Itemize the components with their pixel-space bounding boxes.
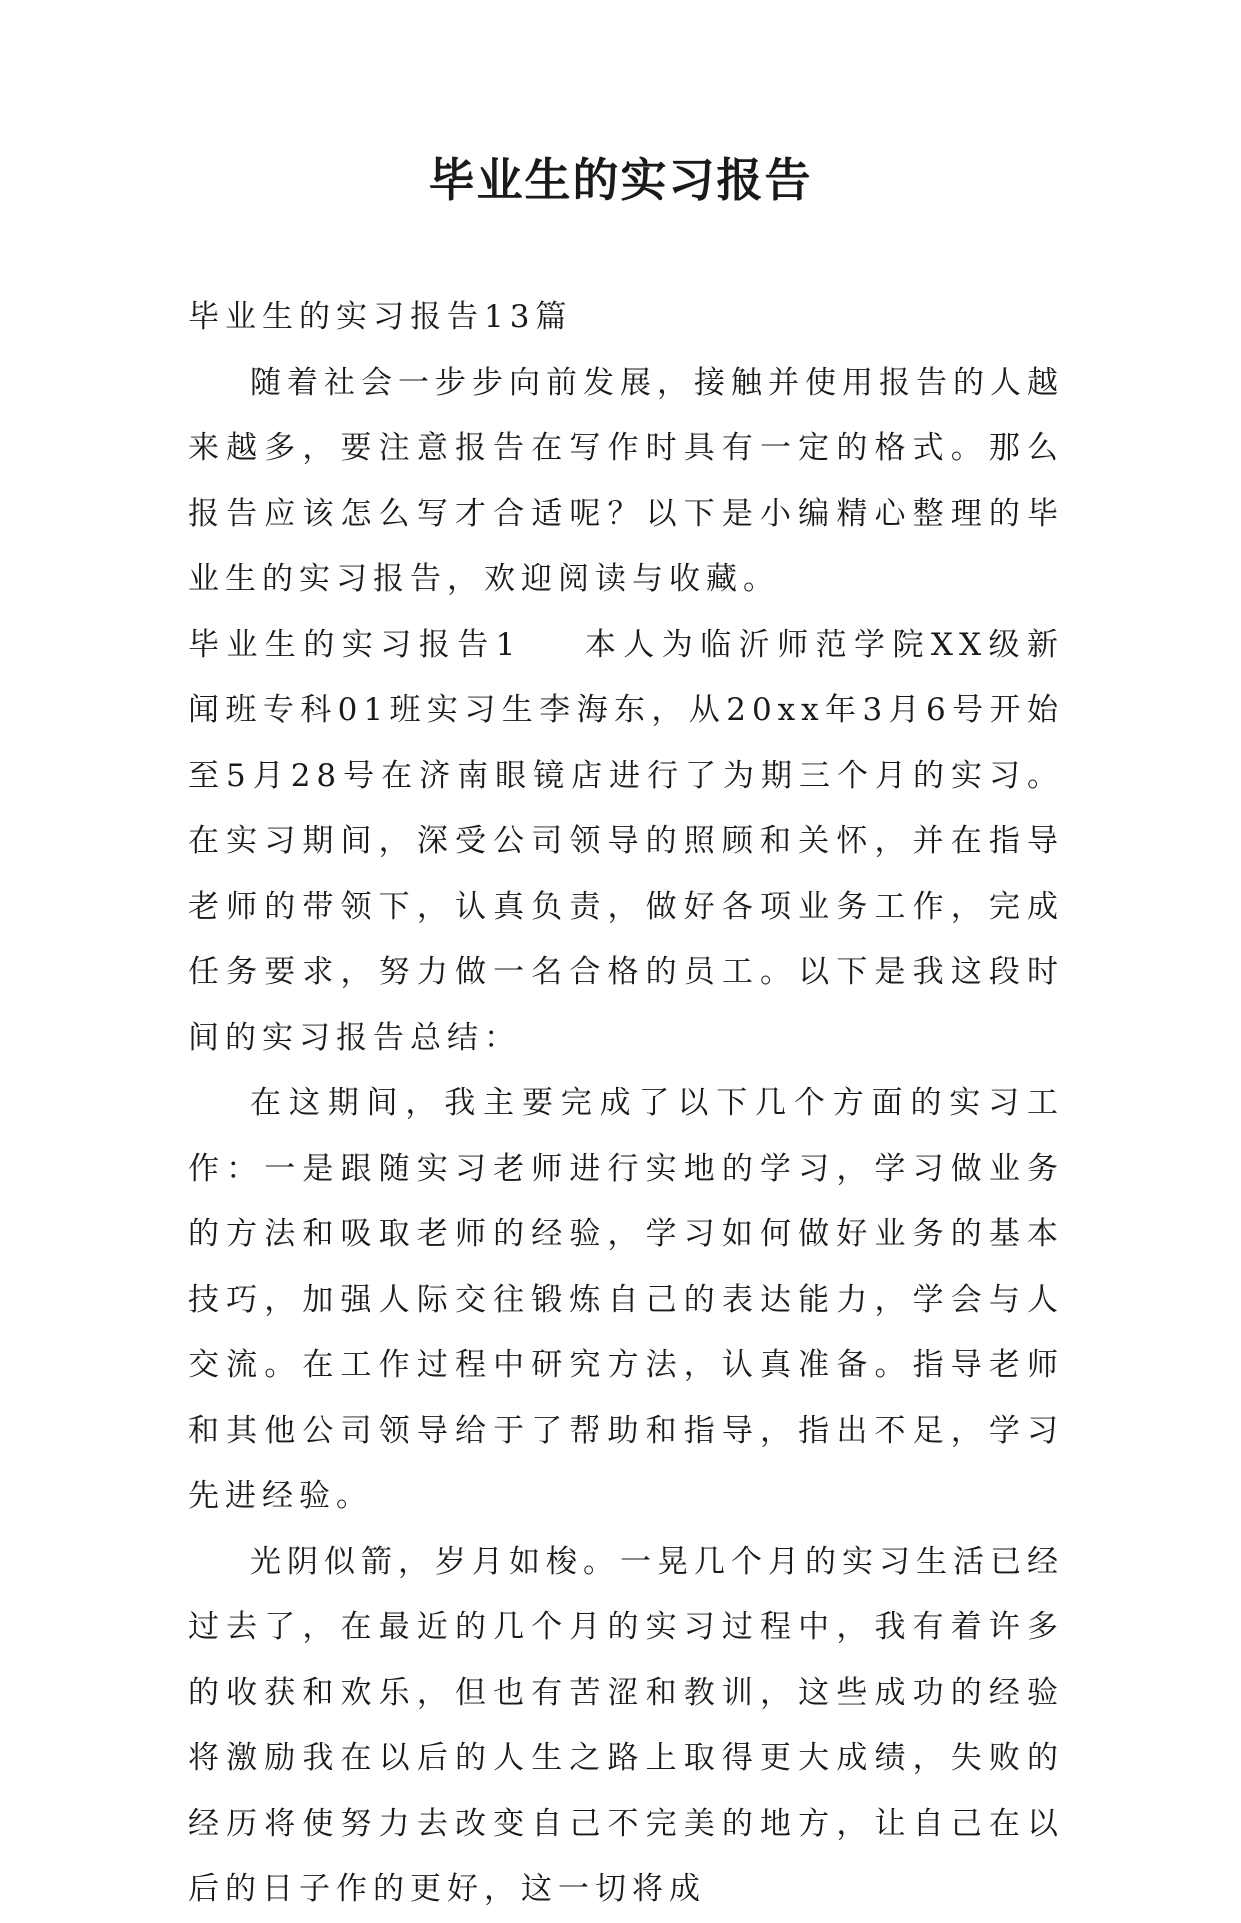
section-1-paragraph-3: 光阴似箭，岁月如梭。一晃几个月的实习生活已经过去了，在最近的几个月的实习过程中，我有着许多的收获和欢乐，但也有苦涩和教训，这些成功的经验将激励我在以后的人生之路上取得更大成绩，失败的经历将使努力去改变自己不完美的地方，让自己在以后的日子作的更好，这一切将成: [188, 1543, 1064, 1907]
document-body: [188, 285, 1064, 1923]
section-1-paragraph-2: 在这期间，我主要完成了以下几个方面的实习工作：一是跟随实习老师进行实地的学习，学习做业务的方法和吸取老师的经验，学习如何做好业务的基本技巧，加强人际交往锻炼自己的表达能力，学会与人交流。在工作过程中研究方法，认真准备。指导老师和其他公司领导给于了帮助和指导，指出不足，学习先进经验。: [188, 1085, 1064, 1514]
section-1-paragraph-1-text: 本人为临沂师范学院XX级新闻班专科01班实习生李海东，从20xx年3月6号开始至5月28号在济南眼镜店进行了为期三个月的实习。在实习期间，深受公司领导的照顾和关怀，并在指导老师的带领下，认真负责，做好各项业务工作，完成任务要求，努力做一名合格的员工。以下是我这段时间的实习报告总结：: [188, 626, 1064, 1056]
document-title: 毕业生的实习报告: [428, 153, 813, 207]
section-1-first-paragraph: [188, 613, 1064, 1072]
document-subtitle: 毕业生的实习报告13篇: [188, 299, 573, 335]
section-1-heading: 毕业生的实习报告1: [188, 626, 522, 663]
intro-paragraph: 随着社会一步步向前发展，接触并使用报告的人越来越多，要注意报告在写作时具有一定的格式。那么报告应该怎么写才合适呢？以下是小编精心整理的毕业生的实习报告，欢迎阅读与收藏。: [188, 364, 1064, 597]
